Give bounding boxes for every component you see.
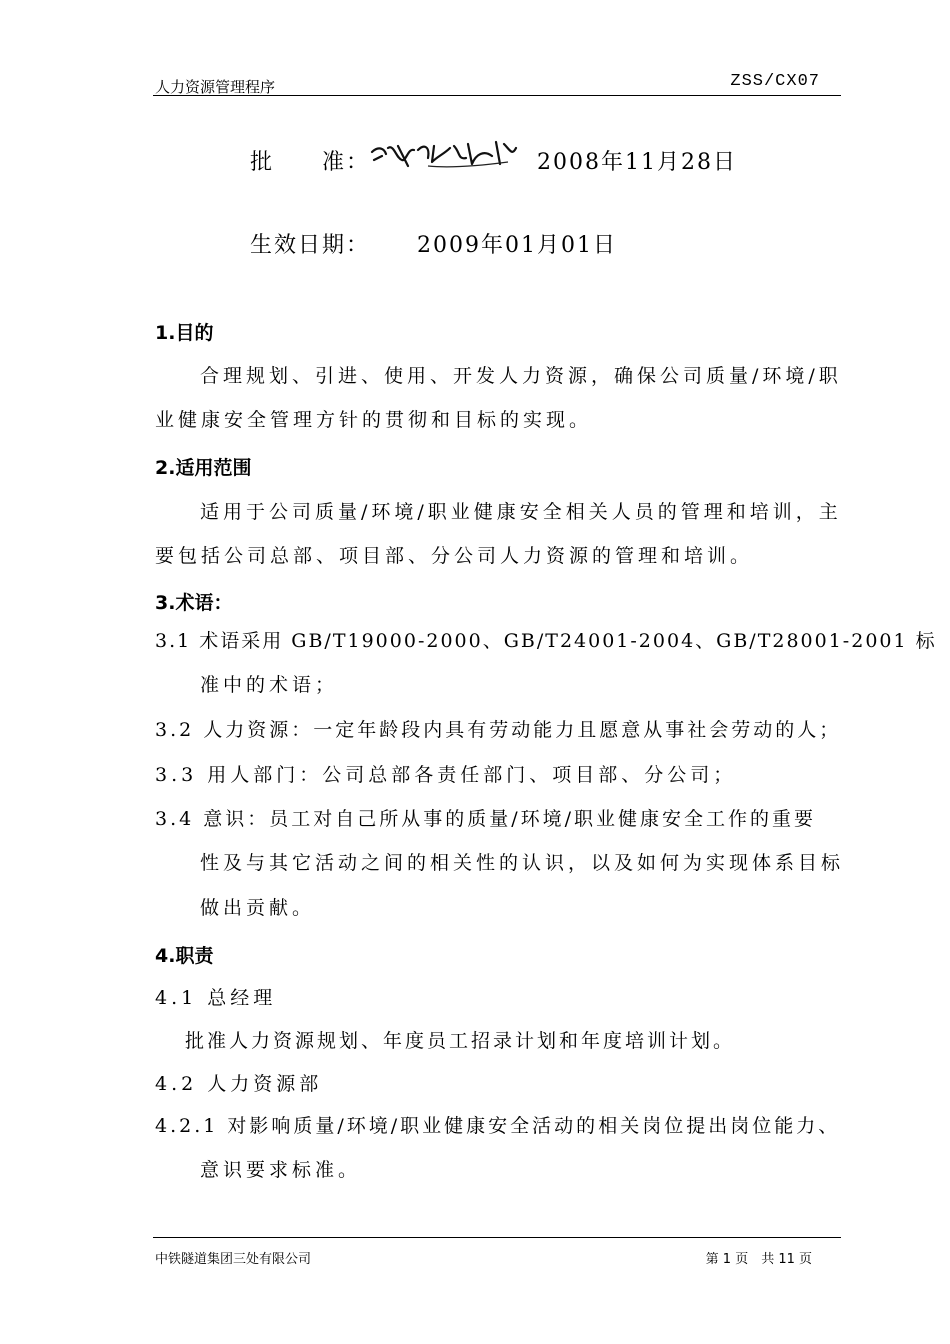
term-3-2: 3.2 人力资源：一定年龄段内具有劳动能力且愿意从事社会劳动的人； bbox=[155, 719, 842, 741]
duty-4-2-1-line-1: 4.2.1 对影响质量/环境/职业健康安全活动的相关岗位提出岗位能力、 bbox=[155, 1115, 841, 1137]
document-code: ZSS/CX07 bbox=[730, 72, 820, 91]
duty-4-2-title: 4.2 人力资源部 bbox=[155, 1073, 323, 1095]
term-3-4-line-1: 3.4 意识：员工对自己所从事的质量/环境/职业健康安全工作的重要 bbox=[155, 808, 817, 830]
duty-4-2-1-line-2: 意识要求标准。 bbox=[200, 1159, 362, 1181]
section-2-line-2: 要包括公司总部、项目部、分公司人力资源的管理和培训。 bbox=[155, 545, 754, 567]
effective-date: 2009年01月01日 bbox=[417, 233, 617, 258]
term-3-1-line-1: 3.1 术语采用 GB/T19000-2000、GB/T24001-2004、GB/T28001-2001 标 bbox=[155, 630, 937, 652]
term-3-1-line-2: 准中的术语； bbox=[200, 674, 339, 696]
section-4-heading: 4.职责 bbox=[155, 945, 214, 967]
term-3-4-line-3: 做出贡献。 bbox=[200, 897, 316, 919]
section-1-line-2: 业健康安全管理方针的贯彻和目标的实现。 bbox=[155, 409, 593, 431]
section-2-heading: 2.适用范围 bbox=[155, 457, 252, 479]
header-title: 人力资源管理程序 bbox=[155, 78, 276, 96]
section-1-line-1: 合理规划、引进、使用、开发人力资源，确保公司质量/环境/职 bbox=[200, 365, 842, 387]
effective-label: 生效日期： bbox=[250, 233, 371, 258]
approve-label: 批 准： bbox=[250, 150, 371, 175]
duty-4-1-text: 批准人力资源规划、年度员工招录计划和年度培训计划。 bbox=[185, 1030, 736, 1052]
footer-company: 中铁隧道集团三处有限公司 bbox=[155, 1252, 312, 1267]
approve-date: 2008年11月28日 bbox=[537, 150, 737, 175]
duty-4-1-title: 4.1 总经理 bbox=[155, 987, 277, 1009]
header-rule bbox=[153, 95, 841, 96]
section-2-line-1: 适用于公司质量/环境/职业健康安全相关人员的管理和培训，主 bbox=[200, 501, 842, 523]
footer-page-number: 第 1 页 共 11 页 bbox=[705, 1252, 812, 1267]
term-3-3: 3.3 用人部门：公司总部各责任部门、项目部、分公司； bbox=[155, 764, 737, 786]
term-3-4-line-2: 性及与其它活动之间的相关性的认识，以及如何为实现体系目标 bbox=[200, 852, 845, 874]
section-3-heading: 3.术语： bbox=[155, 592, 233, 614]
footer-rule bbox=[153, 1237, 841, 1238]
section-1-heading: 1.目的 bbox=[155, 322, 214, 344]
signature-image bbox=[368, 136, 518, 172]
